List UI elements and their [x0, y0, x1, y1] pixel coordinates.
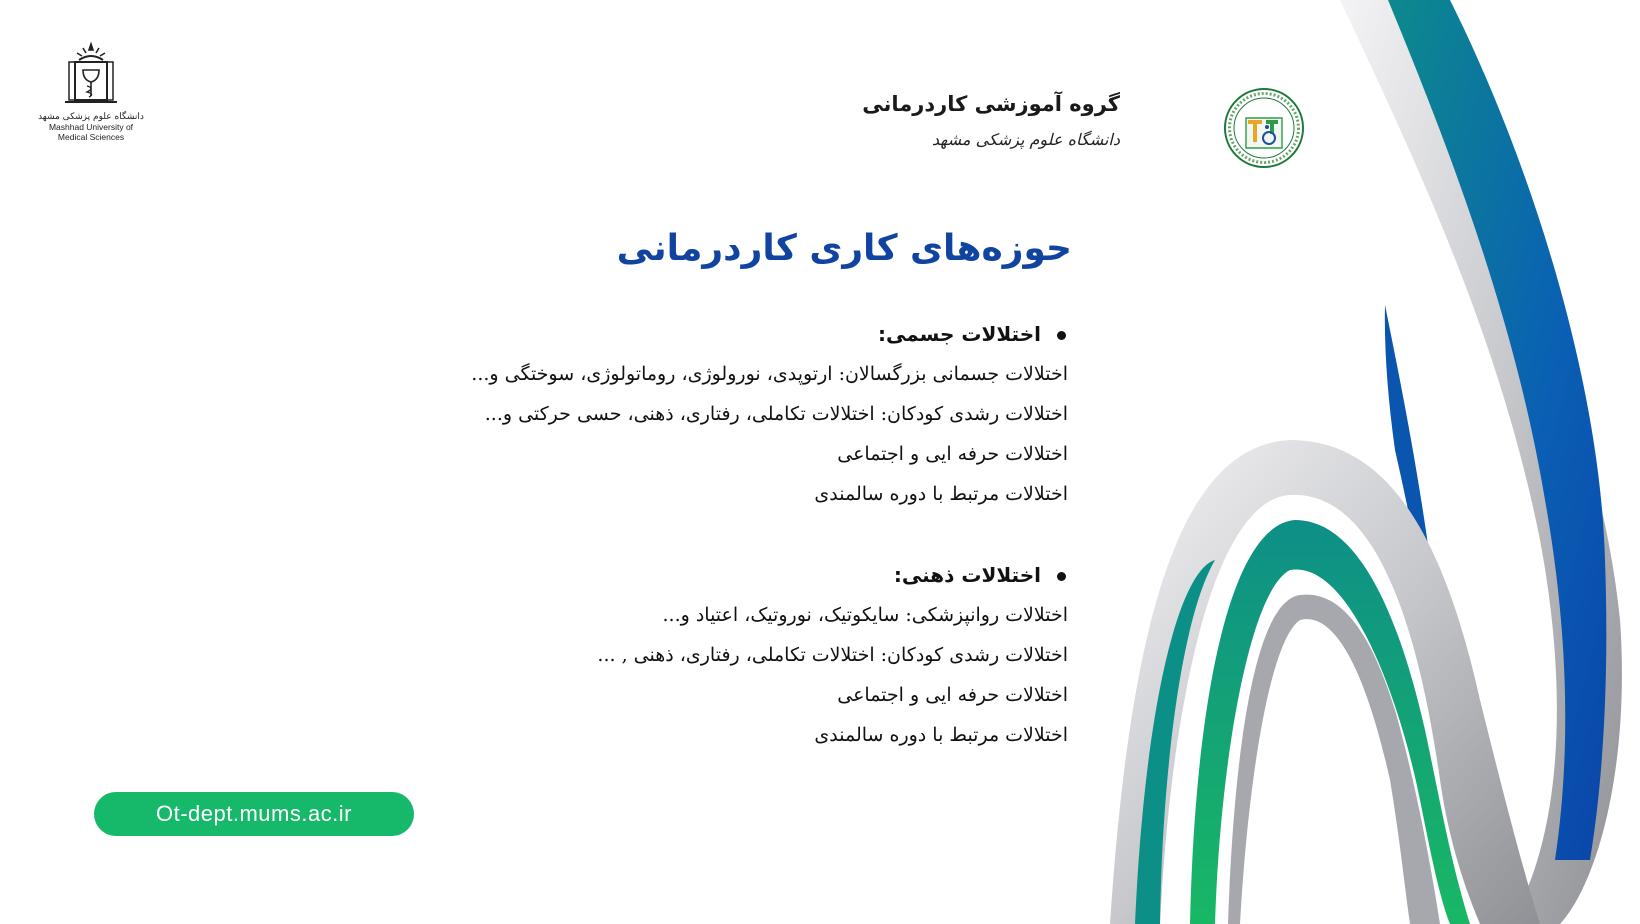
- list-item: اختلالات حرفه ایی و اجتماعی: [837, 443, 1068, 465]
- list-item: اختلالات رشدی کودکان: اختلالات تکاملی، رفتاری، ذهنی، حسی حرکتی و...: [484, 403, 1068, 425]
- mums-emblem-icon: [55, 40, 127, 110]
- list-item: اختلالات مرتبط با دوره سالمندی: [814, 724, 1068, 746]
- page-title: حوزه‌های کاری کاردرمانی: [616, 228, 1072, 269]
- bullet-icon: [1057, 331, 1066, 340]
- bullet-icon: [1057, 572, 1066, 581]
- mums-english-line1: Mashhad University of: [48, 122, 134, 132]
- ot-department-icon: [1222, 86, 1306, 170]
- list-item: اختلالات رشدی کودکان: اختلالات تکاملی، رفتاری، ذهنی , ...: [597, 644, 1068, 666]
- mums-english-line2: Medical Sciences: [57, 132, 125, 142]
- website-link[interactable]: Ot-dept.mums.ac.ir: [94, 792, 414, 836]
- list-item: اختلالات حرفه ایی و اجتماعی: [837, 684, 1068, 706]
- mums-persian-name: دانشگاه علوم پزشکی مشهد: [38, 112, 144, 122]
- list-item: اختلالات روانپزشکی: سایکوتیک، نوروتیک، اعتیاد و...: [662, 604, 1068, 626]
- section-physical: [471, 314, 1068, 514]
- section-mental: [597, 555, 1068, 755]
- section-heading: اختلالات ذهنی:: [597, 555, 1068, 595]
- mums-logo: [36, 40, 146, 142]
- university-name: دانشگاه علوم پزشکی مشهد: [931, 130, 1120, 149]
- department-name: گروه آموزشی کاردرمانی: [862, 92, 1120, 116]
- list-item: اختلالات جسمانی بزرگسالان: ارتوپدی، نورولوژی، روماتولوژی، سوختگی و...: [471, 363, 1068, 385]
- header: [760, 92, 1120, 149]
- section-heading: اختلالات جسمی:: [471, 314, 1068, 354]
- list-item: اختلالات مرتبط با دوره سالمندی: [814, 483, 1068, 505]
